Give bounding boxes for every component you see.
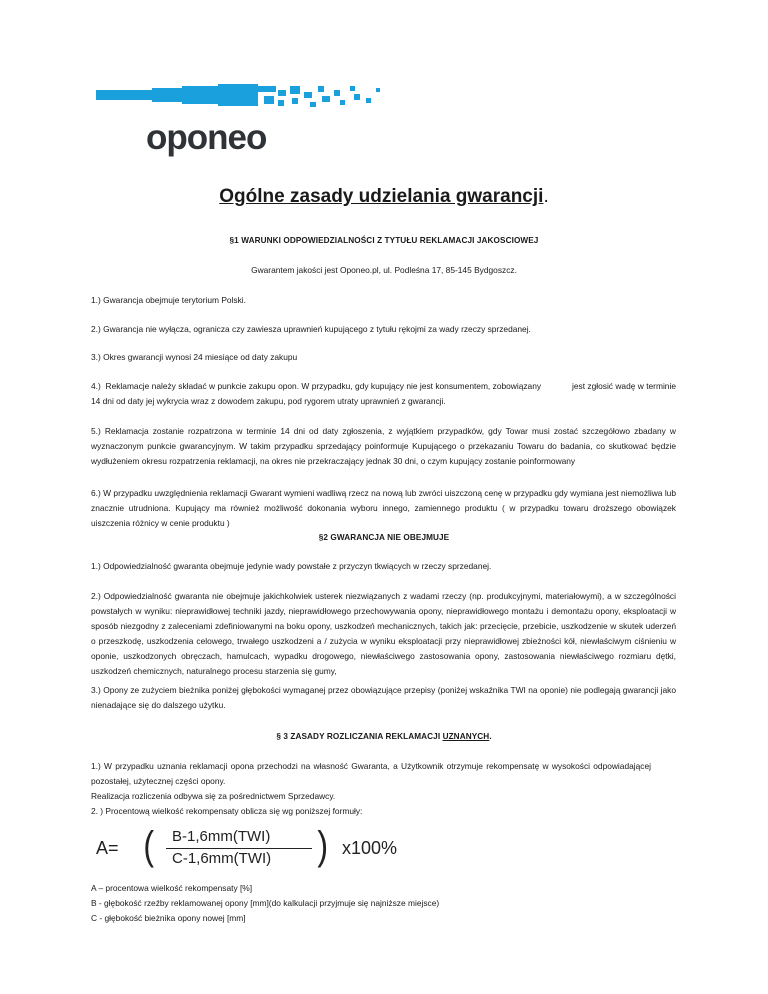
document-title: [0, 186, 768, 208]
guarantor-line: Gwarantem jakości jest Oponeo.pl, ul. Podleśna 17, 85-145 Bydgoszcz.: [251, 265, 517, 275]
s1-paragraph-3: 3.) Okres gwarancji wynosi 24 miesiące od daty zakupu: [91, 352, 298, 362]
s1-paragraph-5: 5.) Reklamacja zostanie rozpatrzona w terminie 14 dni od daty zgłoszenia, z wyjątkiem przypadków, gdy Towar musi zostać szczegółowo zbadany w wyznaczonym punkcie gwarancyjnym. W takim przypadku sprzedający poinformuje Kupującego o przekazaniu Towaru do badania, co skutkować będzie wydłużeniem okresu rozpatrzenia reklamacji, na okres nie przekraczający jednak 30 dni, o czym kupujący zostanie poinformowany: [91, 426, 676, 466]
s2-paragraph-3: 3.) Opony ze zużyciem bieżnika poniżej głębokości wymaganej przez obowiązujące przepisy (poniżej wskaźnika TWI na oponie) nie podlegają gwarancji jako nienadające się do dalszego użytku.: [91, 685, 676, 710]
s3-paragraph-1b: Realizacja rozliczenia odbywa się za pośrednictwem Sprzedawcy.: [91, 791, 336, 801]
legend-c: C - głębokość bieżnika opony nowej [mm]: [91, 913, 246, 923]
s2-paragraph-2: 2.) Odpowiedzialność gwaranta nie obejmuje jakichkolwiek usterek niezwiązanych z wadami rzeczy (np. produkcyjnymi, materiałowymi), a w szczególności powstałych w wyniku: nieprawidłowej techniki jazdy, nieprawidłowego przechowywania opony, nieprawidłowego montażu i demontażu opony, eksploatacji w sposób niezgodny z zaleceniami zdefiniowanymi na boku opony, uszkodzeń mechanicznych, takich jak: przecięcie, przebicie, uszkodzenie w skutek uderzeń o przeszkodę, uszkodzenia celowego, trwałego uszkodzeni a / zużycia w wyniku eksploatacji przy nieprawidłowej zbieżności kół, niewłaściwym ciśnieniu w oponie, uszkodzonych obręczach, hamulcach, wypadku drogowego, niewłaściwego zastosowania opony, zastosowania niewłaściwego rozmiaru dętki, uszkodzeń chemicznych, naturalnego procesu starzenia się gumy,: [91, 591, 676, 676]
document-title-text: Ogólne zasady udzielania gwarancji: [219, 186, 544, 207]
s3-paragraph-2: 2. ) Procentową wielkość rekompensaty oblicza się wg poniższej formuły:: [91, 806, 363, 816]
formula-lhs: A=: [96, 838, 119, 858]
section-1-heading: §1 WARUNKI ODPOWIEDZIALNOŚCI Z TYTUŁU REKLAMACJI JAKOSCIOWEJ: [229, 236, 539, 245]
section-2-heading: §2 GWARANCJA NIE OBEJMUJE: [318, 533, 450, 542]
formula-denominator: C-1,6mm(TWI): [172, 850, 272, 867]
s2-paragraph-1: 1.) Odpowiedzialność gwaranta obejmuje jedynie wady powstałe z przyczyn tkwiących w rzeczy sprzedanej.: [91, 561, 492, 571]
legend-a: A – procentowa wielkość rekompensaty [%]: [91, 883, 253, 893]
s1-paragraph-2: 2.) Gwarancja nie wyłącza, ogranicza czy zawiesza uprawnień kupującego z tytułu rękojmi za wady rzeczy sprzedanej.: [91, 324, 531, 334]
legend-b: B - głębokość rzeźby reklamowanej opony [mm](do kalkulacji przyjmuje się najniższe miejsce): [91, 898, 440, 908]
formula-open-paren: (: [143, 824, 154, 868]
s1-paragraph-4: 4.) Reklamacje należy składać w punkcie zakupu opon. W przypadku, gdy kupujący nie jest konsumentem, zobowiązany jest zgłosić wadę w terminie 14 dni od daty jej wykrycia wraz z dowodem zakupu, pod rygorem utraty uprawnień z gwarancji.: [91, 381, 679, 406]
formula-close-paren: ): [317, 824, 328, 868]
section-3-heading-underlined: UZNANYCH: [442, 732, 490, 741]
compensation-formula: [96, 826, 426, 886]
formula-multiplier: x100%: [342, 838, 398, 858]
s3-paragraph-1: 1.) W przypadku uznania reklamacji opona przechodzi na własność Gwaranta, a Użytkownik otrzymuje rekompensatę w wysokości odpowiadającej pozostałej, użytecznej części opony.: [91, 761, 651, 786]
section-3-heading-prefix: § 3 ZASADY ROZLICZANIA REKLAMACJI: [276, 732, 443, 741]
s1-paragraph-6: 6.) W przypadku uwzględnienia reklamacji Gwarant wymieni wadliwą rzecz na nową lub zwróci uiszczoną cenę w przypadku gdy wymiana jest niemożliwa lub znacznie utrudniona. Kupujący ma również możliwość dokonania wyboru innego, zamiennego produktu ( w przypadku towaru droższego obowiązek uiszczenia różnicy w cenie produktu ): [91, 488, 676, 528]
logo-wordmark: oponeo: [146, 118, 267, 157]
s1-paragraph-1: 1.) Gwarancja obejmuje terytorium Polski.: [91, 295, 246, 305]
formula-fraction-bar: [166, 848, 312, 849]
section-3-heading: [0, 732, 768, 741]
logo-pixel-pattern: [96, 84, 386, 110]
section-3-heading-suffix: .: [489, 732, 492, 741]
document-title-dot: .: [543, 186, 549, 207]
formula-numerator: B-1,6mm(TWI): [172, 828, 271, 845]
